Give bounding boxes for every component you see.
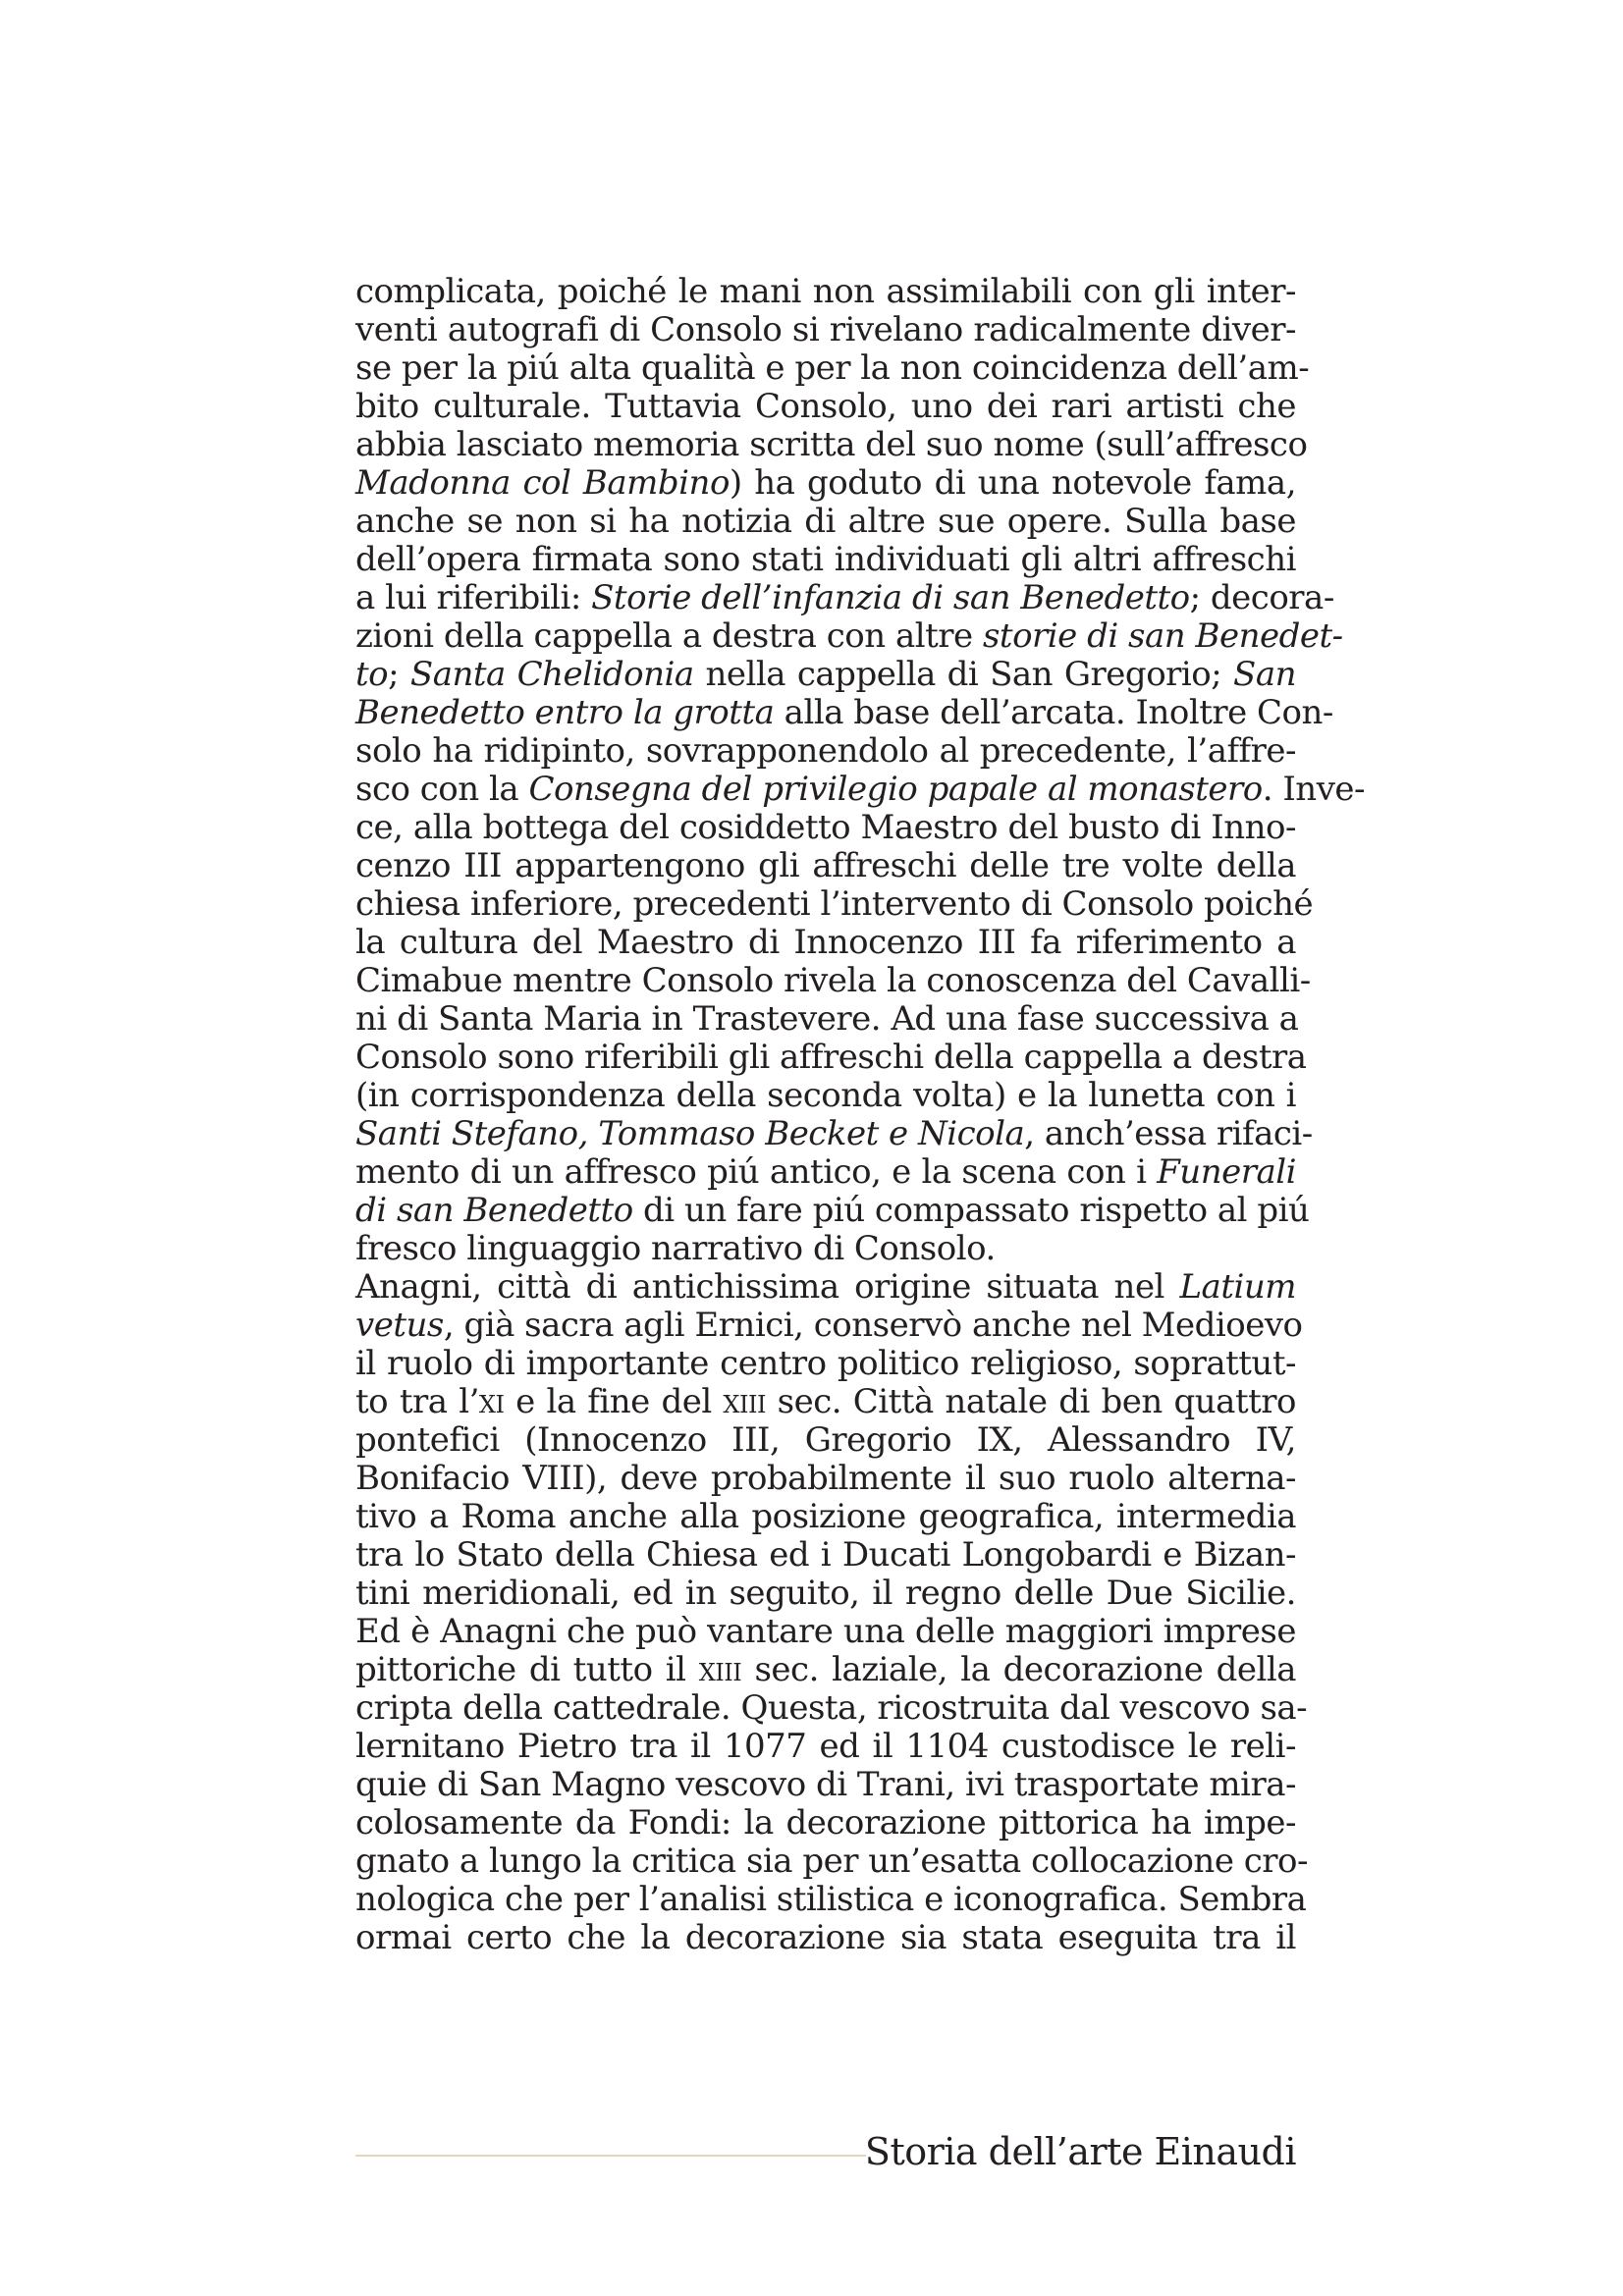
- text-line: [355, 1842, 1309, 1881]
- text-line: [355, 656, 1296, 694]
- smallcaps-segment: xiii: [723, 1382, 766, 1421]
- italic-segment: vetus: [355, 1306, 444, 1345]
- text-segment: Ed è Anagni che può vantare una delle maggiori imprese: [355, 1612, 1296, 1651]
- text-line: [355, 425, 1308, 464]
- text-line: [355, 1153, 1296, 1192]
- text-segment: . Inve-: [1262, 770, 1366, 809]
- text-line: [355, 961, 1311, 1000]
- text-segment: nella cappella di San Gregorio;: [693, 655, 1234, 694]
- text-line: [355, 616, 1343, 656]
- text-line: [355, 1114, 1313, 1153]
- text-line: [355, 924, 1296, 962]
- text-line: [355, 999, 1299, 1039]
- text-line: [355, 388, 1296, 426]
- text-line: [355, 1421, 1296, 1460]
- text-segment: Consolo sono riferibili gli affreschi della cappella a destra: [355, 1038, 1307, 1077]
- text-segment: complicata, poiché le mani non assimilabili con gli inter-: [355, 272, 1296, 311]
- text-line: [355, 541, 1296, 579]
- text-segment: pontefici (Innocenzo III, Gregorio IX, Alessandro IV,: [355, 1420, 1296, 1460]
- italic-segment: Funerali: [1157, 1152, 1296, 1192]
- text-line: [355, 1804, 1296, 1842]
- text-line: [355, 1651, 1296, 1689]
- text-line: [355, 884, 1314, 924]
- text-line: [355, 809, 1296, 847]
- italic-segment: Latium: [1179, 1267, 1296, 1307]
- text-segment: cenzo III appartengono gli affreschi delle tre volte della: [355, 846, 1296, 885]
- text-segment: abbia lasciato memoria scritta del suo nome (sull’affresco: [355, 425, 1308, 464]
- text-segment: dell’opera firmata sono stati individuati gli altri affreschi: [355, 540, 1296, 579]
- text-segment: bito culturale. Tuttavia Consolo, uno dei rari artisti che: [355, 387, 1296, 426]
- body-text: [355, 272, 1366, 1957]
- text-line: [355, 1613, 1296, 1651]
- text-segment: fresco linguaggio narrativo di Consolo.: [355, 1229, 996, 1268]
- smallcaps-segment: xiii: [698, 1650, 742, 1689]
- text-segment: alla base dell’arcata. Inoltre Con-: [774, 693, 1333, 732]
- text-line: [355, 1230, 1296, 1268]
- text-segment: , già sacra agli Ernici, conservò anche nel Medioevo: [443, 1306, 1303, 1345]
- text-line: [355, 1919, 1296, 1957]
- text-line: [355, 1728, 1296, 1766]
- text-segment: pittoriche di tutto il: [355, 1650, 699, 1689]
- text-line: [355, 1306, 1303, 1345]
- italic-segment: Madonna col Bambino: [355, 463, 730, 503]
- text-line: [355, 1191, 1310, 1230]
- italic-segment: Santi Stefano, Tommaso Becket e Nicola: [355, 1114, 1025, 1153]
- text-segment: Cimabue mentre Consolo rivela la conoscenza del Cavalli-: [355, 961, 1311, 1000]
- text-segment: cripta della cattedrale. Questa, ricostruita dal vescovo sa-: [355, 1688, 1308, 1728]
- text-line: [355, 1038, 1307, 1077]
- text-segment: solo ha ridipinto, sovrapponendolo al precedente, l’affre-: [355, 731, 1296, 771]
- text-segment: anche se non si ha notizia di altre sue opere. Sulla base: [355, 502, 1296, 541]
- text-segment: chiesa inferiore, precedenti l’intervento di Consolo poiché: [355, 884, 1314, 924]
- text-segment: sec. laziale, la decorazione della: [741, 1650, 1296, 1689]
- text-segment: tivo a Roma anche alla posizione geografica, intermedia: [355, 1497, 1296, 1536]
- text-segment: sco con la: [355, 770, 529, 809]
- text-line: [355, 311, 1296, 349]
- text-line: [355, 732, 1296, 771]
- text-segment: ce, alla bottega del cosiddetto Maestro del busto di Inno-: [355, 808, 1296, 847]
- text-segment: venti autografi di Consolo si rivelano radicalmente diver-: [355, 310, 1296, 349]
- text-segment: lernitano Pietro tra il 1077 ed il 1104 custodisce le reli-: [355, 1727, 1296, 1766]
- text-segment: tra lo Stato della Chiesa ed i Ducati Longobardi e Bizan-: [355, 1535, 1296, 1575]
- text-line: [355, 503, 1296, 541]
- text-segment: Bonifacio VIII), deve probabilmente il suo ruolo alterna-: [355, 1459, 1296, 1498]
- text-line: [355, 578, 1334, 617]
- text-line: [355, 1575, 1296, 1613]
- text-segment: mento di un affresco piú antico, e la scena con i: [355, 1152, 1158, 1192]
- text-line: [355, 1460, 1296, 1498]
- text-line: [355, 273, 1296, 311]
- text-line: [355, 464, 1296, 503]
- text-segment: e la fine del: [504, 1382, 724, 1421]
- text-segment: to tra l’: [355, 1382, 479, 1421]
- text-line: [355, 1077, 1296, 1115]
- text-segment: colosamente da Fondi: la decorazione pittorica ha impe-: [355, 1803, 1296, 1842]
- text-segment: di un fare piú compassato rispetto al piú: [632, 1191, 1310, 1230]
- text-line: [355, 1383, 1296, 1421]
- text-line: [355, 1268, 1296, 1307]
- text-segment: tini meridionali, ed in seguito, il regno delle Due Sicilie.: [355, 1574, 1296, 1613]
- text-line: [355, 348, 1310, 388]
- text-segment: a lui riferibili:: [355, 578, 592, 617]
- text-line: [355, 770, 1366, 809]
- italic-segment: Benedetto entro la grotta: [355, 693, 775, 732]
- italic-segment: Consegna del privilegio papale al monastero: [528, 770, 1263, 809]
- text-line: [355, 1536, 1296, 1575]
- text-segment: quie di San Magno vescovo di Trani, ivi trasportate mira-: [355, 1765, 1297, 1804]
- italic-segment: San: [1233, 655, 1297, 694]
- text-segment: se per la piú alta qualità e per la non coincidenza dell’am-: [355, 348, 1310, 388]
- text-line: [355, 1688, 1308, 1728]
- text-segment: zioni della cappella a destra con altre: [355, 616, 983, 656]
- text-segment: ni di Santa Maria in Trastevere. Ad una fase successiva a: [355, 999, 1299, 1039]
- text-line: [355, 847, 1296, 885]
- text-segment: nologica che per l’analisi stilistica e iconografica. Sembra: [355, 1880, 1307, 1919]
- text-segment: gnato a lungo la critica sia per un’esatta collocazione cro-: [355, 1842, 1309, 1881]
- text-segment: (in corrispondenza della seconda volta) e la lunetta con i: [355, 1076, 1296, 1115]
- text-line: [355, 1766, 1296, 1804]
- text-segment: ormai certo che la decorazione sia stata eseguita tra il: [355, 1918, 1296, 1957]
- text-segment: ) ha goduto di una notevole fama,: [729, 463, 1297, 503]
- text-segment: , anch’essa rifaci-: [1024, 1114, 1313, 1153]
- text-line: [355, 1880, 1307, 1919]
- text-segment: ; decora-: [1189, 578, 1334, 617]
- footer-rule: [355, 2155, 866, 2157]
- text-segment: ;: [388, 655, 410, 694]
- footer-title: Storia dell’arte Einaudi: [864, 2130, 1296, 2173]
- text-line: [355, 693, 1333, 732]
- smallcaps-segment: xi: [478, 1382, 505, 1421]
- text-line: [355, 1345, 1296, 1383]
- italic-segment: Storie dell’infanzia di san Benedetto: [591, 578, 1190, 617]
- text-segment: il ruolo di importante centro politico religioso, soprattut-: [355, 1344, 1296, 1383]
- text-segment: Anagni, città di antichissima origine situata nel: [355, 1267, 1180, 1307]
- italic-segment: Santa Chelidonia: [409, 655, 694, 694]
- text-segment: la cultura del Maestro di Innocenzo III fa riferimento a: [355, 923, 1296, 962]
- italic-segment: di san Benedetto: [355, 1191, 633, 1230]
- italic-segment: to: [355, 655, 389, 694]
- text-segment: sec. Città natale di ben quattro: [765, 1382, 1296, 1421]
- italic-segment: storie di san Benedet-: [982, 616, 1343, 656]
- text-line: [355, 1498, 1296, 1536]
